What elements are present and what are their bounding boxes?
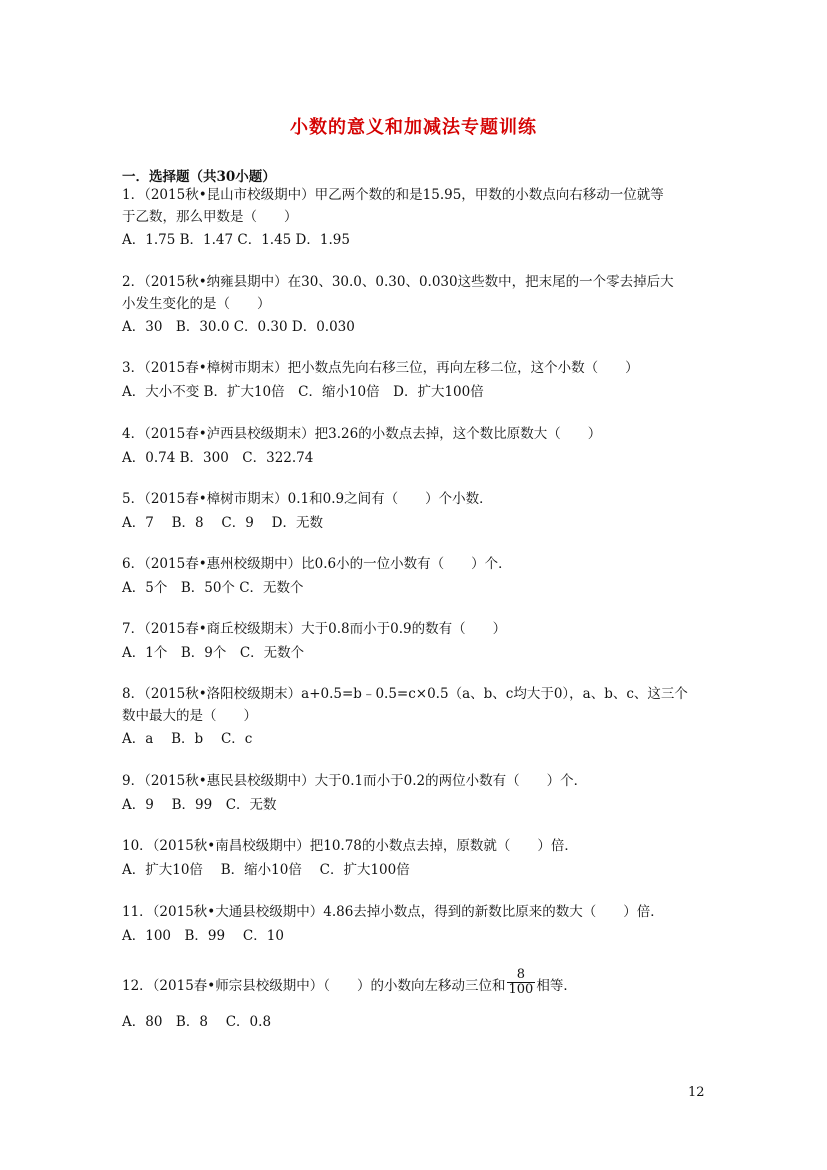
question-stem-part-a: 12．（2015春•师宗县校级期中）（ ）的小数向左移动三位和 [122, 978, 506, 994]
question-11 [122, 902, 707, 947]
fraction-denominator: 100 [508, 982, 534, 997]
question-stem-cont: 数中最大的是（ ） [122, 707, 257, 724]
question-options: A．1个 B．9个 C．无数个 [122, 644, 305, 661]
question-stem: 5．（2015春•樟树市期末）0.1和0.9之间有（ ）个小数． [122, 491, 493, 507]
question-options: A．1.75 B．1.47 C．1.45 D．1.95 [122, 232, 350, 248]
page-title: 小数的意义和加减法专题训练 [290, 117, 537, 138]
page-number: 12 [688, 1085, 705, 1100]
question-4 [122, 424, 707, 469]
question-10 [122, 836, 707, 881]
question-options: A．7 B．8 C．9 D．无数 [122, 514, 323, 531]
question-options: A．9 B．99 C．无数 [122, 796, 277, 813]
question-stem: 3．（2015春•樟树市期末）把小数点先向右移三位，再向左移二位，这个小数（ ） [122, 360, 639, 376]
question-1 [122, 185, 707, 252]
question-options: A．80 B．8 C．0.8 [122, 1014, 272, 1030]
question-options: A．100 B．99 C．10 [122, 927, 284, 944]
question-stem: 7．（2015春•商丘校级期末）大于0.8而小于0.9的数有（ ） [122, 621, 507, 637]
section-heading: 一．选择题（共30小题） [122, 169, 276, 185]
fraction-numerator: 8 [516, 967, 526, 982]
question-7 [122, 619, 707, 664]
question-options: A．a B．b C．c [122, 731, 253, 747]
question-stem: 2．（2015秋•纳雍县期中）在30、30.0、0.30、0.030这些数中，把末尾的一个零去掉后大 [122, 274, 674, 290]
question-options: A．0.74 B．300 C．322.74 [122, 449, 314, 466]
question-stem: 1．（2015秋•昆山市校级期中）甲乙两个数的和是15.95，甲数的小数点向右移动一位就等 [122, 187, 664, 203]
question-stem: 9．（2015秋•惠民县校级期中）大于0.1而小于0.2的两位小数有（ ）个． [122, 773, 588, 789]
question-options: A．30 B．30.0 C．0.30 D．0.030 [122, 319, 355, 335]
question-options: A．大小不变 B．扩大10倍 C．缩小10倍 D．扩大100倍 [122, 383, 484, 400]
question-12 [122, 967, 707, 1034]
question-stem [122, 967, 707, 1001]
question-stem-part-b: 相等． [536, 978, 577, 994]
question-6 [122, 554, 707, 599]
question-8 [122, 684, 707, 751]
question-options: A．5个 B．50个 C．无数个 [122, 579, 304, 596]
question-3 [122, 358, 707, 403]
question-5 [122, 489, 707, 534]
question-9 [122, 771, 707, 816]
question-options: A．扩大10倍 B．缩小10倍 C．扩大100倍 [122, 861, 410, 878]
fraction [507, 968, 536, 997]
question-stem: 11．（2015秋•大通县校级期中）4.86去掉小数点，得到的新数比原来的数大（ ）倍． [122, 904, 664, 920]
question-stem: 6．（2015春•惠州校级期中）比0.6小的一位小数有（ ）个． [122, 556, 512, 572]
question-stem: 8．（2015秋•洛阳校级期末）a+0.5=b﹣0.5=c×0.5（a、b、c均大于0），a、b、c、这三个 [122, 686, 688, 702]
question-stem-cont: 小发生变化的是（ ） [122, 295, 271, 312]
question-2 [122, 272, 707, 339]
question-stem: 4．（2015春•泸西县校级期末）把3.26的小数点去掉，这个数比原数大（ ） [122, 426, 602, 442]
question-stem-cont: 于乙数，那么甲数是（ ） [122, 208, 298, 225]
question-stem: 10．（2015秋•南昌校级期中）把10.78的小数点去掉，原数就（ ）倍． [122, 838, 578, 854]
